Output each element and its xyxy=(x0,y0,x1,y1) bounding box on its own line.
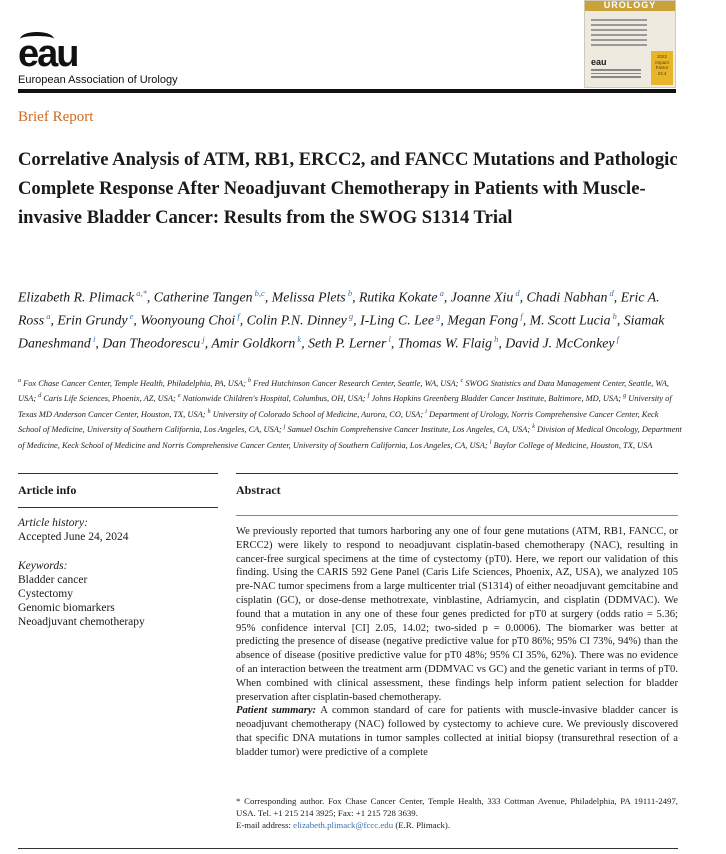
affiliation-marker: e xyxy=(177,393,181,400)
email-suffix: (E.R. Plimack). xyxy=(395,819,451,830)
keywords-label: Keywords: xyxy=(18,560,68,572)
affiliation-marker: d xyxy=(38,393,42,400)
author-name[interactable]: Siamak Daneshmand xyxy=(18,312,665,351)
author-name[interactable]: M. Scott Lucia xyxy=(529,312,611,328)
eau-logo xyxy=(18,33,178,86)
affiliation-text: Department of Urology, Norris Comprehensive Cancer Center, Keck School of Medicine, University of Southern California, Los Angeles, CA, USA; xyxy=(18,409,659,434)
author-affiliation-marker[interactable]: l xyxy=(386,334,391,345)
author-name[interactable]: Elizabeth R. Plimack xyxy=(18,289,135,305)
affiliation-text: University of Colorado School of Medicine, Aurora, CO, USA; xyxy=(210,409,426,419)
footnote-text: * Corresponding author. Fox Chase Cancer Center, Temple Health, 333 Cottman Avenue, Philadelphia, PA 19111-2497, USA. Tel. +1 215 214 3925; Fax: +1 215 728 3639. xyxy=(236,796,678,818)
author-name[interactable]: Thomas W. Flaig xyxy=(397,335,492,351)
affiliation-text: Johns Hopkins Greenberg Bladder Cancer Institute, Baltimore, MD, USA; xyxy=(369,394,624,404)
abstract-body: We previously reported that tumors harboring any one of four gene mutations (ATM, RB1, FANCC, or ERCC2) were likely to respond to neoadjuvant cisplatin-based chemotherapy (NAC), resulting in cancer-free surgical specimens at the time of cystectomy (pT0). Here, we report our validation of this finding. Using the CARIS 592 Gene Panel (Caris Life Sciences, Phoenix, AZ, USA), we analyzed 105 pre-NAC tumor specimens from a large multicenter trial (S1314) of either neoadjuvant gemcitabine and cisplatin (GC), or dose-dense methotrexate, vinblastine, Adriamycin, and cisplatin (DDMVAC). We found that a mutation in any one of these four genes predicted for pT0 at surgery (odds ratio = 5.36; 95% confidence interval [CI] 2.05, 14.02; two-sided p = 0.0006). The biomarker was better at predicting the presence of disease (negative predictive value for pT0 86%; 95% CI 73%, 94%) than the absence of disease (positive predictive value for pT0 48%; 95% CI 35%, 62%). There was no evidence of an interaction between the treatment arm (DDMVAC vs GC) and the genetic variant in terms of pT0. When combined with clinical assessment, these findings help inform patient selection for bladder preservation after cisplatin-based chemotherapy. xyxy=(236,526,678,703)
affiliation-text: SWOG Statistics and Data Management Center, Seattle, WA, USA; xyxy=(18,378,669,404)
author-name[interactable]: Chadi Nabhan xyxy=(526,289,608,305)
author-affiliation-marker[interactable]: g xyxy=(434,311,441,322)
author-affiliation-marker[interactable]: k xyxy=(295,334,302,345)
patient-summary xyxy=(236,704,678,759)
affiliation-text: Division of Medical Oncology, Department of Medicine, Keck School of Medicine and Norris Comprehensive Cancer Center, University of Southern California, Los Angeles, CA, USA; xyxy=(18,424,682,450)
journal-cover-thumbnail[interactable] xyxy=(584,0,676,88)
affiliation-text: Nationwide Children's Hospital, Columbus, OH, USA; xyxy=(180,394,368,404)
keyword: Bladder cancer xyxy=(18,574,88,586)
affiliation-text: University of Texas MD Anderson Cancer Center, Houston, TX, USA; xyxy=(18,394,672,419)
author-affiliation-marker[interactable]: g xyxy=(346,311,354,322)
author-name[interactable]: Dan Theodorescu xyxy=(102,335,201,351)
author-affiliation-marker[interactable]: b xyxy=(345,288,353,298)
article-type: Brief Report xyxy=(18,109,94,125)
article-history-label: Article history: xyxy=(18,517,88,529)
author-name[interactable]: Melissa Plets xyxy=(271,289,346,305)
affiliation-marker: a xyxy=(18,378,21,384)
affiliation-text: Baylor College of Medicine, Houston, TX, USA xyxy=(491,440,653,450)
author-name[interactable]: I-Ling C. Lee xyxy=(360,312,435,328)
header-rule xyxy=(18,89,676,93)
author-affiliation-marker[interactable]: d xyxy=(513,288,520,298)
affiliation-text: Fred Hutchinson Cancer Research Center, Seattle, WA, USA; xyxy=(251,378,461,388)
affiliation-marker: c xyxy=(460,378,464,384)
article-info-column xyxy=(18,473,218,629)
affiliation-marker: i xyxy=(425,408,427,415)
article-history-value: Accepted June 24, 2024 xyxy=(18,531,129,543)
author-affiliation-marker[interactable]: a xyxy=(437,288,444,298)
author-affiliation-marker[interactable]: h xyxy=(610,311,617,322)
affiliation-marker: h xyxy=(207,408,211,415)
email-link[interactable]: elizabeth.plimack@fccc.edu xyxy=(293,819,394,830)
cover-logo: eau xyxy=(591,57,607,67)
patient-summary-text: A common standard of care for patients with muscle-invasive bladder cancer is neoadjuvant chemotherapy (NAC) followed by cystectomy to achieve cure. We previously discovered that specific DNA mutations in tumor samples collected at initial biopsy (transurethral resection of a bladder tumor) were predictive of a complete xyxy=(236,705,679,758)
author-name[interactable]: Colin P.N. Dinney xyxy=(246,312,347,328)
logo-text: European Association of Urology xyxy=(18,74,178,86)
author-name[interactable]: Catherine Tangen xyxy=(153,289,253,305)
author-name[interactable]: Amir Goldkorn xyxy=(211,335,296,351)
affiliation-marker: f xyxy=(367,393,370,400)
author-name[interactable]: Megan Fong xyxy=(447,312,519,328)
author-affiliation-marker[interactable]: e xyxy=(127,311,134,322)
logo-mark: eau xyxy=(18,33,78,75)
author-affiliation-marker[interactable]: i xyxy=(90,334,96,345)
author-list: Elizabeth R. Plimack $^{a,*}$, Catherine Tangen $^{b,c}$, Melissa Plets $^b$, Rutika Kokate $^a$, Joanne Xiu $^d$, Chadi Nabhan $^d$, Eric A. Ross $^a$, Erin Grundy $^e$, Woonyoung Choi $^f$, Colin P.N. Dinney $^g$, I-Ling C. Lee $^g$, Megan Fong $^f$, M. Scott Lucia $^h$, Siamak Daneshmand $^i$, Dan Theodorescu $^j$, Amir Goldkorn $^k$, Seth P. Lerner $^l$, Thomas W. Flaig $^h$, David J. McConkey $^f$ xyxy=(18,288,665,351)
affiliation-marker: b xyxy=(248,378,252,384)
author-name[interactable]: Woonyoung Choi xyxy=(140,312,236,328)
author-affiliation-marker[interactable]: d xyxy=(607,288,614,298)
affiliation-marker: j xyxy=(283,424,286,431)
author-affiliation-marker[interactable]: j xyxy=(200,334,205,345)
author-affiliation-marker[interactable]: b,c xyxy=(252,288,265,298)
author-name[interactable]: David J. McConkey xyxy=(505,335,615,351)
affiliation-text: Samuel Oschin Comprehensive Cancer Institute, Los Angeles, CA, USA; xyxy=(285,424,533,434)
article-title: Correlative Analysis of ATM, RB1, ERCC2, and FANCC Mutations and Pathologic Complete Response After Neoadjuvant Chemotherapy in Patients with Muscle-invasive Bladder Cancer: Results from the SWOG S1314 Trial xyxy=(18,149,678,228)
affiliation-marker: k xyxy=(532,424,535,431)
author-name[interactable]: Erin Grundy xyxy=(57,312,128,328)
author-name[interactable]: Seth P. Lerner xyxy=(308,335,387,351)
impact-factor-badge: 2022 Impact Factor 23.4 xyxy=(651,51,673,85)
author-affiliation-marker[interactable]: a,* xyxy=(134,288,147,298)
cover-title: UROLOGY xyxy=(585,1,675,11)
affiliation-text: Caris Life Sciences, Phoenix, AZ, USA; xyxy=(41,394,178,404)
author-affiliation-marker[interactable]: f xyxy=(235,311,240,322)
affiliations xyxy=(18,375,683,452)
affiliation-marker: g xyxy=(623,393,627,400)
abstract-column xyxy=(236,473,678,760)
author-name[interactable]: Rutika Kokate xyxy=(358,289,438,305)
corresponding-author-footnote xyxy=(236,796,678,831)
affiliation-text: Fox Chase Cancer Center, Temple Health, Philadelphia, PA, USA; xyxy=(21,378,249,388)
patient-summary-label: Patient summary: xyxy=(236,705,317,717)
keyword: Cystectomy xyxy=(18,588,73,600)
article-info-heading: Article info xyxy=(18,483,77,497)
author-affiliation-marker[interactable]: h xyxy=(492,334,499,345)
affiliation-marker: l xyxy=(489,439,492,446)
abstract-heading: Abstract xyxy=(236,483,281,497)
email-label: E-mail address: xyxy=(236,819,291,830)
author-affiliation-marker[interactable]: a xyxy=(44,311,51,322)
author-affiliation-marker[interactable]: f xyxy=(614,334,619,345)
author-name[interactable]: Eric A. Ross xyxy=(18,289,660,328)
keyword: Genomic biomarkers xyxy=(18,602,115,614)
author-name[interactable]: Joanne Xiu xyxy=(450,289,514,305)
author-affiliation-marker[interactable]: f xyxy=(518,311,523,322)
keyword: Neoadjuvant chemotherapy xyxy=(18,616,145,628)
bottom-rule xyxy=(18,848,678,849)
